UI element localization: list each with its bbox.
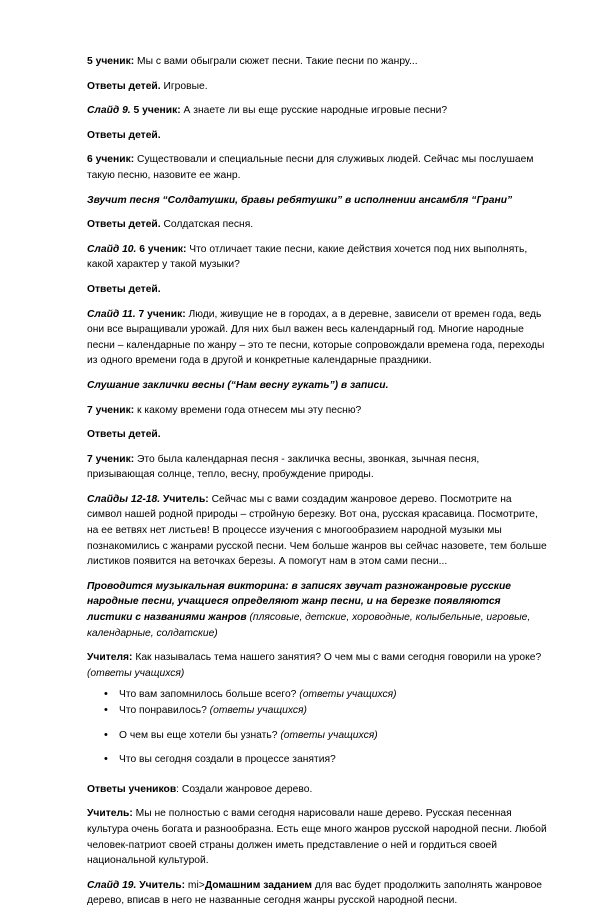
paragraph: Слайды 12-18. Учитель: Сейчас мы с вами создадим жанровое дерево. Посмотрите на символ нашей родной природы – стройную березку. Вот она, русская красавица. Посмотрите, на ее ветвях нет листьев! В процессе изучения с многообразием народной музыки мы познакомились с жанрами русской песни. Чем больше жанров вы сейчас назовете, тем больше листиков появится на веточках березы. А помогут нам в этом сами песни... xyxy=(87,493,547,568)
paragraph: Ответы детей. xyxy=(87,129,161,141)
stage-direction: Проводится музыкальная викторина: в записях звучат разножанровые русские народные песни, учащиеся определяют жанр песни, и на березке появляются листики с названиями жанров (плясовые, детские, хороводные, колыбельные, игровые, календарные, солдатские) xyxy=(87,580,531,639)
list-item: • Что вам запомнилось больше всего? (ответы учащихся) xyxy=(87,687,547,703)
paragraph: Учитель: Мы не полностью с вами сегодня нарисовали наше дерево. Русская песенная культура очень богата и разнообразна. Есть еще много жанров русской народной песни. Любой человек-патриот своей страны должен иметь представление о ней и гордиться своей национальной культурой. xyxy=(87,808,547,867)
paragraph: Ответы детей. Игровые. xyxy=(87,80,208,92)
paragraph: Ответы учеников: Создали жанровое дерево. xyxy=(87,783,313,795)
paragraph: Слайд 11. 7 ученик: Люди, живущие не в городах, а в деревне, зависели от времен года, ведь они все выращивали урожай. Для них был важен весь календарный год. Многие народные песни – календарные по жанру – это те песни, которые сопровождали времена года, переходы из одного времени года в другой и конкретные календарные праздники. xyxy=(87,308,545,367)
list-item: • Что понравилось? (ответы учащихся) xyxy=(87,703,547,719)
paragraph: Ответы детей. Солдатская песня. xyxy=(87,219,254,231)
paragraph: 5 ученик: Мы с вами обыграли сюжет песни. Такие песни по жанру... xyxy=(87,56,418,67)
paragraph: 6 ученик: Существовали и специальные песни для служивых людей. Сейчас мы послушаем такую песню, назовите ее жанр. xyxy=(87,154,534,181)
list-item: • О чем вы еще хотели бы узнать? (ответы учащихся) xyxy=(87,728,547,744)
question-list xyxy=(87,687,547,767)
paragraph: 7 ученик: к какому времени года отнесем мы эту песню? xyxy=(87,404,362,416)
paragraph: Слайд 10. 6 ученик: Что отличает такие песни, какие действия хочется под них выполнять, какой характер у такой музыки? xyxy=(87,243,528,271)
paragraph: Слайд 19. Учитель: mi>Домашним заданием для вас будет продолжить заполнять жанровое дерево, вписав в него не названные сегодня жанры русской народной песни. xyxy=(87,879,543,907)
list-item: • Что вы сегодня создали в процессе занятия? xyxy=(87,752,547,768)
document-page xyxy=(87,54,547,918)
paragraph: 7 ученик: Это была календарная песня - закличка весны, звонкая, зычная песня, призывающая солнце, тепло, весну, пробуждение природы. xyxy=(87,453,480,481)
paragraph: Слайд 9. 5 ученик: А знаете ли вы еще русские народные игровые песни? xyxy=(87,105,448,117)
stage-direction: Слушание заклички весны (“Нам весну гукать”) в записи. xyxy=(87,379,389,391)
stage-direction: Звучит песня “Солдатушки, бравы ребятушки” в исполнении ансамбля “Грани” xyxy=(87,194,513,206)
paragraph: Ответы детей. xyxy=(87,429,161,441)
paragraph: Ответы детей. xyxy=(87,283,161,295)
paragraph: Учителя: Как называлась тема нашего занятия? О чем мы с вами сегодня говорили на уроке? (ответы учащихся) xyxy=(87,652,542,679)
